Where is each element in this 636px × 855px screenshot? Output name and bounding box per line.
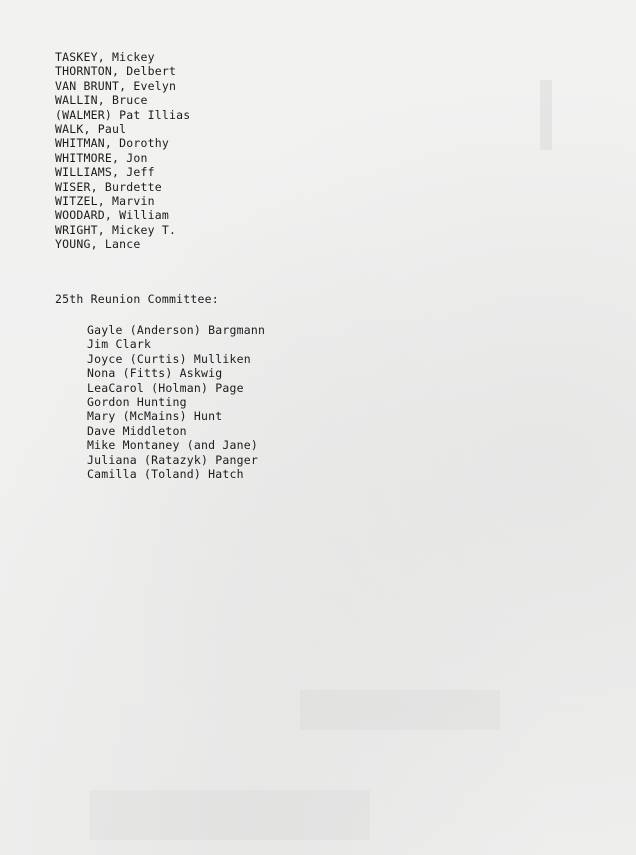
list-item: Camilla (Toland) Hatch [87, 467, 244, 482]
list-item: WISER, Burdette [55, 179, 162, 194]
list-item: Juliana (Ratazyk) Panger [87, 452, 258, 467]
list-item: Gayle (Anderson) Bargmann [87, 323, 266, 337]
show-through-mark [540, 80, 552, 150]
list-item: Jim Clark [87, 337, 152, 352]
list-item: Mike Montaney (and Jane) [87, 438, 258, 453]
list-item: Nona (Fitts) Askwig [87, 366, 223, 381]
list-item: WILLIAMS, Jeff [55, 165, 155, 180]
list-item: LeaCarol (Holman) Page [87, 380, 244, 395]
list-item: WRIGHT, Mickey T. [55, 222, 177, 237]
show-through-mark [90, 790, 370, 840]
list-item: WHITMORE, Jon [55, 150, 148, 165]
show-through-mark [300, 690, 500, 730]
list-item: WALK, Paul [55, 122, 127, 137]
alumni-name-list [55, 50, 190, 252]
list-item: Dave Middleton [87, 423, 187, 438]
list-item: (WALMER) Pat Illias [55, 107, 191, 122]
list-item: YOUNG, Lance [55, 237, 141, 252]
list-item: WITZEL, Marvin [55, 194, 155, 209]
list-item: WOODARD, William [55, 208, 169, 223]
list-item: TASKEY, Mickey [55, 50, 155, 64]
list-item: WALLIN, Bruce [55, 93, 148, 108]
committee-heading: 25th Reunion Committee: [55, 292, 219, 306]
list-item: Gordon Hunting [87, 395, 187, 410]
list-item: THORNTON, Delbert [55, 64, 177, 79]
list-item: Mary (McMains) Hunt [87, 409, 223, 424]
list-item: Joyce (Curtis) Mulliken [87, 351, 251, 366]
list-item: VAN BRUNT, Evelyn [55, 78, 177, 93]
committee-member-list [87, 323, 265, 481]
list-item: WHITMAN, Dorothy [55, 136, 169, 151]
